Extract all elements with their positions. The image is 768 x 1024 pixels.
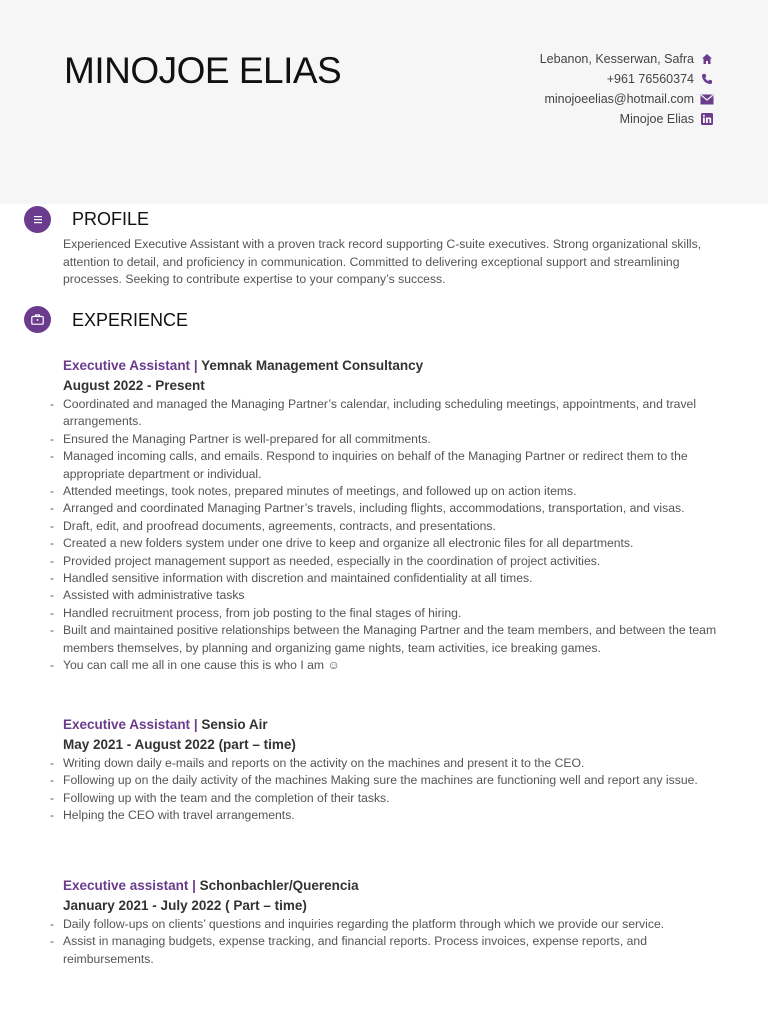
job-dates: August 2022 - Present (63, 378, 205, 393)
job-role: Executive assistant (63, 878, 189, 893)
list-item: - Provided project management support as needed, especially in the coordination of project activities. (63, 553, 723, 570)
list-item: - Writing down daily e-mails and reports on the activity on the machines and present it to the CEO. (63, 755, 723, 772)
candidate-name: MINOJOE ELIAS (64, 50, 342, 91)
contact-phone (540, 69, 714, 89)
linkedin-text[interactable]: Minojoe Elias (619, 112, 694, 126)
job-separator: | (190, 358, 202, 373)
contact-address (540, 49, 714, 69)
contact-info (540, 49, 714, 129)
list-item: - Arranged and coordinated Managing Partner’s travels, including flights, accommodations, transportation, and visas. (63, 500, 723, 517)
job-company: Sensio Air (201, 717, 268, 732)
job-role: Executive Assistant (63, 717, 191, 732)
job-role: Executive Assistant (63, 358, 191, 373)
list-item: - Daily follow-ups on clients’ questions and inquiries regarding the platform through which we provide our service. (63, 916, 723, 933)
email-text[interactable]: minojoeelias@hotmail.com (544, 92, 694, 106)
list-item: - Coordinated and managed the Managing Partner’s calendar, including scheduling meetings, appointments, and travel arrangements. (63, 396, 723, 431)
list-item: - Helping the CEO with travel arrangements. (63, 807, 723, 824)
job-entry (63, 356, 723, 675)
list-item: - Handled sensitive information with discretion and maintained confidentiality at all times. (63, 570, 723, 587)
job-heading (63, 356, 723, 376)
list-item: - Following up with the team and the completion of their tasks. (63, 790, 723, 807)
job-separator: | (188, 878, 200, 893)
email-icon (700, 92, 714, 106)
job-bullets (63, 755, 723, 825)
list-item: - Created a new folders system under one drive to keep and organize all electronic files for all departments. (63, 535, 723, 552)
profile-title: PROFILE (72, 209, 150, 229)
phone-icon (700, 72, 714, 86)
job-bullets (63, 396, 723, 675)
list-item: - Handled recruitment process, from job posting to the final stages of hiring. (63, 605, 723, 622)
job-entry (63, 715, 723, 825)
job-company: Schonbachler/Querencia (199, 878, 359, 893)
list-item: - Ensured the Managing Partner is well-prepared for all commitments. (63, 431, 723, 448)
job-dates: January 2021 - July 2022 ( Part – time) (63, 898, 307, 913)
linkedin-icon (700, 112, 714, 126)
list-item: - Draft, edit, and proofread documents, agreements, contracts, and presentations. (63, 518, 723, 535)
job-bullets (63, 916, 723, 968)
list-item: - Following up on the daily activity of the machines Making sure the machines are functioning well and report any issue. (63, 772, 723, 789)
job-company: Yemnak Management Consultancy (201, 358, 424, 373)
profile-section-icon (24, 206, 51, 233)
list-item: - Assisted with administrative tasks (63, 587, 723, 604)
job-heading (63, 876, 723, 896)
list-item: - Built and maintained positive relationships between the Managing Partner and the team members, and between the team members themselves, by planning and organizing game nights, team activities, ice breaking games. (63, 622, 723, 657)
contact-email (540, 89, 714, 109)
job-entry (63, 876, 723, 968)
experience-section-icon (24, 306, 51, 333)
list-item: - Managed incoming calls, and emails. Respond to inquiries on behalf of the Managing Partner or redirect them to the appropriate department or individual. (63, 448, 723, 483)
job-separator: | (190, 717, 202, 732)
list-item: - Attended meetings, took notes, prepared minutes of meetings, and followed up on action items. (63, 483, 723, 500)
job-heading (63, 715, 723, 735)
home-icon (700, 52, 714, 66)
job-dates: May 2021 - August 2022 (part – time) (63, 737, 296, 752)
address-text: Lebanon, Kesserwan, Safra (539, 52, 694, 66)
profile-text: Experienced Executive Assistant with a proven track record supporting C-suite executives. Strong organizational skills, attention to detail, and proficiency in communication. Committed to delivering exceptional support and streamlining processes. Seeking to contribute expertise to your company’s success. (63, 237, 702, 286)
experience-title: EXPERIENCE (72, 310, 189, 330)
resume-header (0, 0, 768, 204)
list-item: - You can call me all in one cause this is who I am ☺ (63, 657, 723, 674)
phone-text: +961 76560374 (606, 72, 694, 86)
contact-linkedin (540, 109, 714, 129)
list-item: - Assist in managing budgets, expense tracking, and financial reports. Process invoices, expense reports, and reimbursements. (63, 933, 723, 968)
